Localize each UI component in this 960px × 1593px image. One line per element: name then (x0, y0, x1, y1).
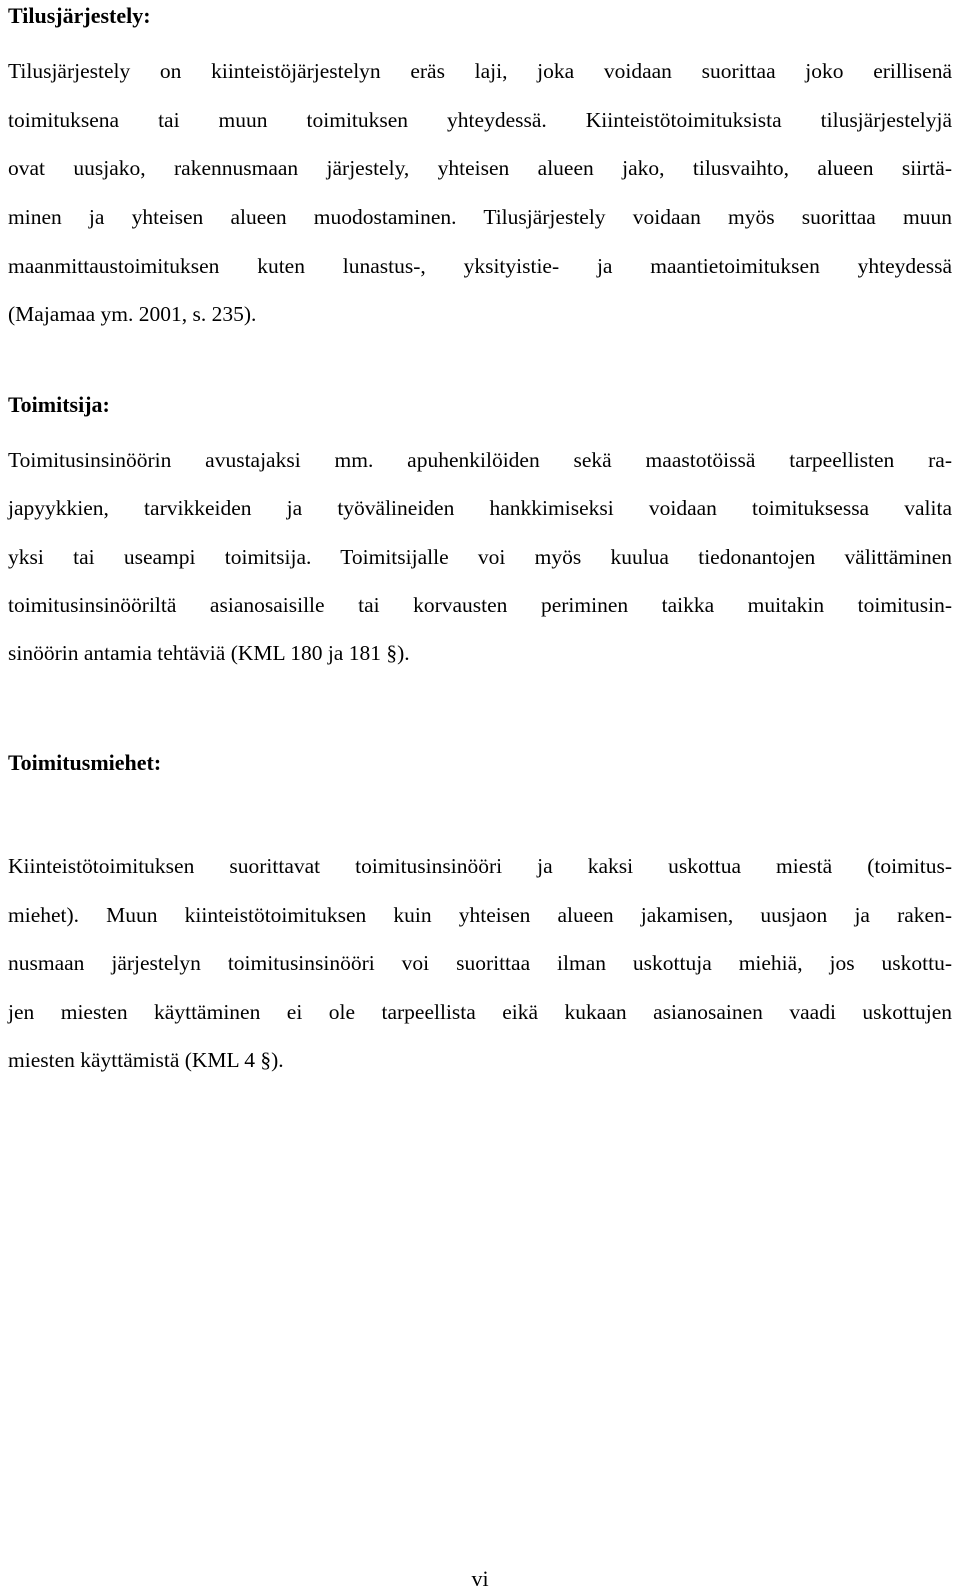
paragraph-line: miehet). Muun kiinteistötoimituksen kuin yhteisen alueen jakamisen, uusjaon ja raken- (8, 903, 952, 927)
paragraph-line: toimitusinsinööriltä asianosaisille tai korvausten periminen taikka muitakin toimitusin- (8, 593, 952, 617)
paragraph-line: maanmittaustoimituksen kuten lunastus-, yksityistie- ja maantietoimituksen yhteydessä (8, 254, 952, 278)
paragraph-line: japyykkien, tarvikkeiden ja työvälineiden hankkimiseksi voidaan toimituksessa valita (8, 496, 952, 520)
paragraph-line: (Majamaa ym. 2001, s. 235). (8, 302, 257, 326)
paragraph-line: Tilusjärjestely on kiinteistöjärjestelyn eräs laji, joka voidaan suorittaa joko erillisenä (8, 59, 952, 83)
page-number: vi (471, 1566, 489, 1591)
paragraph-line: Kiinteistötoimituksen suorittavat toimitusinsinööri ja kaksi uskottua miestä (toimitus- (8, 854, 952, 878)
paragraph-line: Toimitusinsinöörin avustajaksi mm. apuhenkilöiden sekä maastotöissä tarpeellisten ra- (8, 448, 952, 472)
paragraph-line: yksi tai useampi toimitsija. Toimitsijalle voi myös kuulua tiedonantojen välittäminen (8, 545, 952, 569)
paragraph-line: toimituksena tai muun toimituksen yhteydessä. Kiinteistötoimituksista tilusjärjestelyjä (8, 108, 952, 132)
section-heading-toimitusmiehet: Toimitusmiehet: (8, 750, 162, 775)
paragraph-line: ovat uusjako, rakennusmaan järjestely, yhteisen alueen jako, tilusvaihto, alueen siirtä- (8, 156, 952, 180)
paragraph-line: nusmaan järjestelyn toimitusinsinööri voi suorittaa ilman uskottuja miehiä, jos uskottu- (8, 951, 952, 975)
paragraph-line: sinöörin antamia tehtäviä (KML 180 ja 181 §). (8, 641, 410, 665)
section-heading-tilusjarjestely: Tilusjärjestely: (8, 3, 151, 28)
paragraph-line: miesten käyttämistä (KML 4 §). (8, 1048, 284, 1072)
paragraph-line: jen miesten käyttäminen ei ole tarpeellista eikä kukaan asianosainen vaadi uskottujen (8, 1000, 952, 1024)
paragraph-line: minen ja yhteisen alueen muodostaminen. Tilusjärjestely voidaan myös suorittaa muun (8, 205, 952, 229)
section-heading-toimitsija: Toimitsija: (8, 392, 110, 417)
